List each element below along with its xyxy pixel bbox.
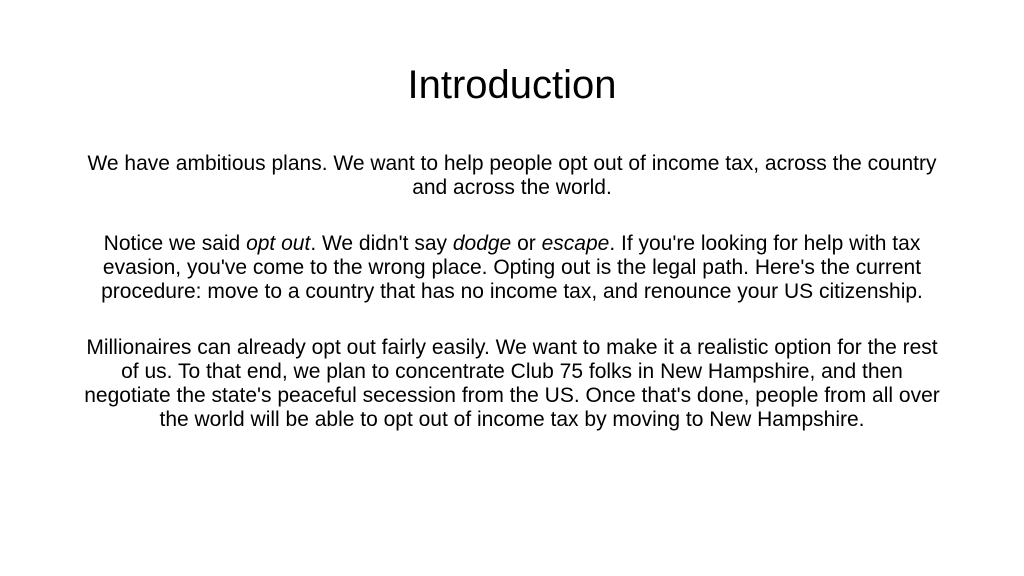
emphasis-dodge: dodge xyxy=(452,232,512,255)
text-run: or xyxy=(511,232,542,255)
text-run: . We didn't say xyxy=(310,232,453,255)
text-run: Notice we said xyxy=(103,232,247,255)
slide-title: Introduction xyxy=(407,63,617,107)
emphasis-escape: escape xyxy=(541,232,610,255)
text-run: . If you're looking for help with tax evasion, you've come to the wrong place. Opting out is the legal path. Here's the current procedure: move to a country that has no income tax, and renounce your US citizenship. xyxy=(101,232,923,303)
paragraph-ambitious-plans: We have ambitious plans. We want to help people opt out of income tax, across the country and across the world. xyxy=(87,152,937,199)
paragraph-opt-out-notice xyxy=(78,232,946,304)
slide-body xyxy=(78,152,946,432)
paragraph-millionaires: Millionaires can already opt out fairly easily. We want to make it a realistic option for the rest of us. To that end, we plan to concentrate Club 75 folks in New Hampshire, and then negotiate the state's peaceful secession from the US. Once that's done, people from all over the world will be able to opt out of income tax by moving to New Hampshire. xyxy=(84,336,940,431)
emphasis-opt-out: opt out xyxy=(246,232,311,255)
